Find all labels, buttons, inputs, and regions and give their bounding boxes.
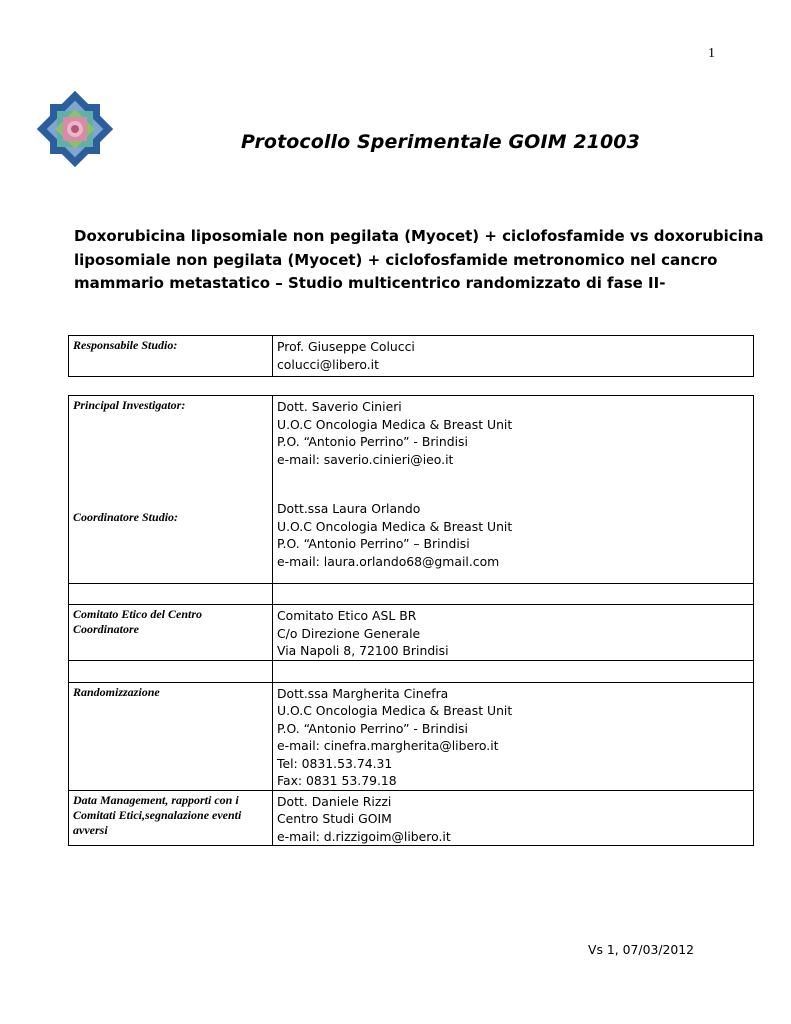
version-footer: Vs 1, 07/03/2012 [588, 942, 695, 957]
study-description [74, 225, 764, 296]
data-management-name: Dott. Daniele Rizzi [277, 793, 392, 809]
responsabile-label: Responsabile Studio: [69, 336, 273, 377]
data-management-centre: Centro Studi GOIM [277, 811, 392, 826]
data-management-label-line-1: Data Management, rapporti con i [73, 792, 239, 807]
empty-row [69, 584, 754, 605]
randomizzazione-tel: Tel: 0831.53.74.31 [277, 755, 393, 771]
randomizzazione-row [69, 682, 754, 790]
comitato-address: Via Napoli 8, 72100 Brindisi [277, 643, 449, 658]
study-description-line-3: mammario metastatico – Studio multicentrico randomizzato di fase II- [74, 274, 666, 292]
responsabile-row [69, 336, 754, 377]
randomizzazione-fax: Fax: 0831 53.79.18 [277, 773, 397, 788]
document-title: Protocollo Sperimentale GOIM 21003 [241, 131, 640, 153]
contacts-table [68, 395, 754, 846]
data-management-label-line-3: avversi [73, 822, 108, 837]
principal-name: Dott. Saverio Cinieri [277, 399, 402, 414]
data-management-label-line-2: Comitati Etici,segnalazione eventi [73, 807, 242, 822]
coordinatore-unit: U.O.C Oncologia Medica & Breast Unit [277, 518, 513, 534]
study-description-line-1: Doxorubicina liposomiale non pegilata (Myocet) + ciclofosfamide vs doxorubicina [74, 227, 764, 245]
coordinatore-email: e-mail: laura.orlando68@gmail.com [277, 553, 500, 569]
principal-hospital: P.O. “Antonio Perrino” - Brindisi [277, 434, 468, 449]
coordinatore-label: Coordinatore Studio: [73, 510, 179, 524]
principal-email: e-mail: saverio.cinieri@ieo.it [277, 451, 454, 467]
empty-cell [273, 660, 754, 682]
randomizzazione-name: Dott.ssa Margherita Cinefra [277, 685, 449, 701]
spacer [277, 468, 749, 500]
principal-unit: U.O.C Oncologia Medica & Breast Unit [277, 416, 513, 432]
coordinatore-hospital: P.O. “Antonio Perrino” – Brindisi [277, 536, 470, 551]
data-management-email: e-mail: d.rizzigoim@libero.it [277, 828, 451, 844]
empty-cell [69, 660, 273, 682]
empty-cell [69, 584, 273, 605]
investigator-value-cell [273, 396, 754, 584]
randomizzazione-value [273, 682, 754, 790]
comitato-label [69, 605, 273, 661]
randomizzazione-hospital: P.O. “Antonio Perrino” - Brindisi [277, 720, 468, 736]
study-description-line-2: liposomiale non pegilata (Myocet) + ciclofosfamide metronomico nel cancro [74, 250, 718, 269]
randomizzazione-email: e-mail: cinefra.margherita@libero.it [277, 738, 499, 753]
empty-cell [273, 584, 754, 605]
responsabile-table [68, 335, 754, 377]
comitato-name: Comitato Etico ASL BR [277, 608, 417, 623]
empty-row [69, 660, 754, 682]
comitato-value [273, 605, 754, 661]
randomizzazione-unit: U.O.C Oncologia Medica & Breast Unit [277, 703, 513, 718]
page-number: 1 [708, 46, 715, 61]
responsabile-value [273, 336, 754, 377]
investigator-row [69, 396, 754, 584]
responsabile-name: Prof. Giuseppe Colucci [277, 339, 415, 354]
data-management-value [273, 790, 754, 846]
principal-investigator-label: Principal Investigator: [73, 398, 186, 412]
investigator-label-cell [69, 396, 273, 584]
comitato-label-line-2: Coordinatore [73, 622, 140, 636]
comitato-row [69, 605, 754, 661]
randomizzazione-label: Randomizzazione [69, 682, 273, 790]
comitato-label-line-1: Comitato Etico del Centro [73, 607, 203, 621]
goim-logo [36, 91, 114, 167]
data-management-label [69, 790, 273, 846]
data-management-row [69, 790, 754, 846]
comitato-direzione: C/o Direzione Generale [277, 625, 421, 641]
responsabile-email: colucci@libero.it [277, 356, 379, 372]
coordinatore-name: Dott.ssa Laura Orlando [277, 501, 421, 516]
